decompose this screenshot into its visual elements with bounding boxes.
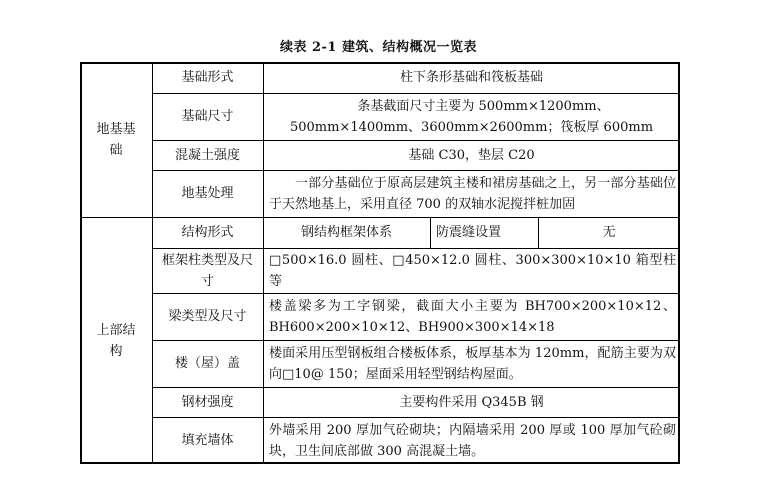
border-right xyxy=(678,62,680,464)
rule-4 xyxy=(80,217,680,218)
row-seismic-joint-label: 防震缝设置 xyxy=(436,225,502,240)
row-foundation-type-label: 基础形式 xyxy=(181,70,234,85)
group-foundation-label: 地基基础 xyxy=(96,121,136,158)
rule-3 xyxy=(152,170,680,171)
row-foundation-type-value: 柱下条形基础和筏板基础 xyxy=(399,70,543,85)
row-infill-label: 填充墙体 xyxy=(181,433,234,448)
divider-seismic-joint xyxy=(538,217,539,248)
border-bottom xyxy=(80,462,680,464)
border-top xyxy=(80,62,680,64)
rule-5 xyxy=(152,248,680,249)
divider-group xyxy=(152,62,153,464)
group-foundation xyxy=(80,62,152,217)
rule-1 xyxy=(152,93,680,94)
row-infill-text: 外墙采用 200 厚加气砼砌块；内隔墙采用 200 厚或 100 厚加气砼砌块，卫生间底部做 300 高混凝土墙。 xyxy=(269,422,676,459)
row-ground-treatment-value xyxy=(263,170,680,217)
row-beam-value xyxy=(263,293,680,340)
rule-6 xyxy=(152,293,680,294)
overview-table xyxy=(80,62,680,464)
rule-7 xyxy=(152,340,680,341)
row-beam-label: 梁类型及尺寸 xyxy=(168,309,247,324)
row-steel-label: 钢材强度 xyxy=(181,394,234,410)
row-column-label xyxy=(152,248,263,293)
row-foundation-size-text: 条基截面尺寸主要为 500mm×1200mm、500mm×1400mm、3600mm×2600mm；筏板厚 600mm xyxy=(289,98,654,135)
row-floor-text: 楼面采用压型钢板组合楼板体系，板厚基本为 120mm，配筋主要为双向□10@ 150；屋面采用轻型钢结构屋面。 xyxy=(269,345,676,382)
rule-8 xyxy=(152,387,680,388)
row-beam-text: 楼盖梁多为工字钢梁，截面大小主要为 BH700×200×10×12、BH600×200×10×12、BH900×300×14×18 xyxy=(269,298,676,335)
group-superstructure xyxy=(80,217,152,464)
row-column-value: □500×16.0 圆柱、□450×12.0 圆柱、300×300×10×10 箱型柱等 xyxy=(269,252,676,289)
row-structure-form-value: 钢结构框架体系 xyxy=(300,225,392,240)
row-ground-treatment-label: 地基处理 xyxy=(181,186,234,201)
row-foundation-size-label: 基础尺寸 xyxy=(181,109,234,124)
row-concrete-label: 混凝土强度 xyxy=(174,147,240,163)
divider-label xyxy=(263,62,264,464)
rule-9 xyxy=(152,417,680,418)
row-concrete-value: 基础 C30，垫层 C20 xyxy=(408,147,535,163)
table-caption: 续表 2-1 建筑、结构概况一览表 xyxy=(279,40,478,55)
row-floor-label: 楼（屋）盖 xyxy=(174,356,240,371)
row-ground-treatment-text: 一部分基础位于原高层建筑主楼和裙房基础之上，另一部分基础位于天然地基上，采用直径 700 的双轴水泥搅拌桩加固 xyxy=(269,175,676,212)
row-structure-form-label: 结构形式 xyxy=(181,225,234,240)
rule-2 xyxy=(152,140,680,141)
row-column-label-text: 框架柱类型及尺寸 xyxy=(161,252,253,289)
group-superstructure-label: 上部结构 xyxy=(96,322,136,359)
row-infill-value xyxy=(263,417,680,464)
row-floor-value xyxy=(263,340,680,387)
row-seismic-joint-value: 无 xyxy=(602,225,616,240)
row-foundation-size-value xyxy=(263,93,680,140)
row-steel-value: 主要构件采用 Q345B 钢 xyxy=(399,394,544,410)
border-left xyxy=(80,62,82,464)
divider-structure-form xyxy=(430,217,431,248)
